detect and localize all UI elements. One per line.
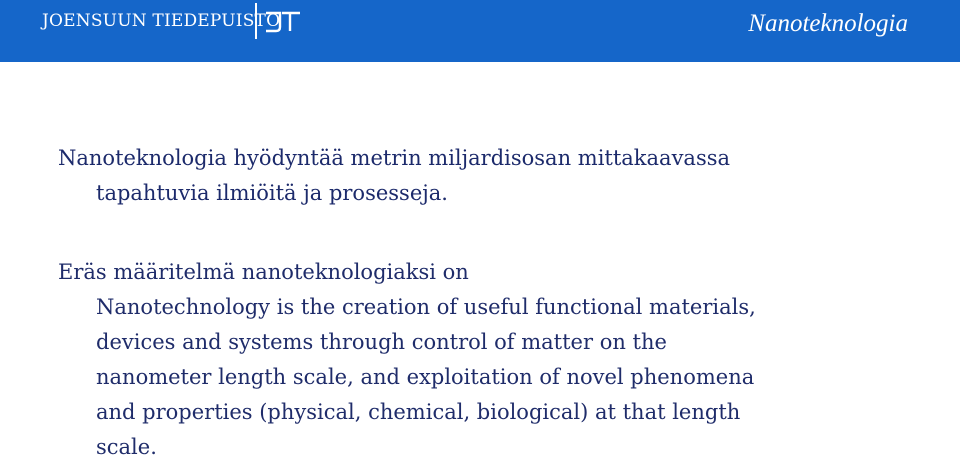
jt-monogram-icon xyxy=(252,3,308,39)
slide-content xyxy=(0,62,960,461)
brand-name: JOENSUUN TIEDEPUISTO xyxy=(42,11,281,31)
definition-heading: Eräs määritelmä nanoteknologiaksi on xyxy=(58,260,469,284)
intro-line-1: Nanoteknologia hyödyntää metrin miljardisosan mittakaavassa xyxy=(58,146,731,170)
definition-line-1: Nanotechnology is the creation of useful functional materials, xyxy=(96,295,756,319)
intro-paragraph xyxy=(58,141,730,211)
intro-line-2: tapahtuvia ilmiöitä ja prosesseja. xyxy=(96,181,448,205)
page-title: Nanoteknologia xyxy=(748,10,908,37)
definition-line-4: and properties (physical, chemical, biological) at that length xyxy=(96,400,741,424)
definition-line-2: devices and systems through control of matter on the xyxy=(96,330,667,354)
definition-line-5: scale. xyxy=(96,435,157,459)
definition-paragraph xyxy=(58,255,756,465)
definition-line-3: nanometer length scale, and exploitation of novel phenomena xyxy=(96,365,755,389)
header-bar xyxy=(0,0,960,62)
